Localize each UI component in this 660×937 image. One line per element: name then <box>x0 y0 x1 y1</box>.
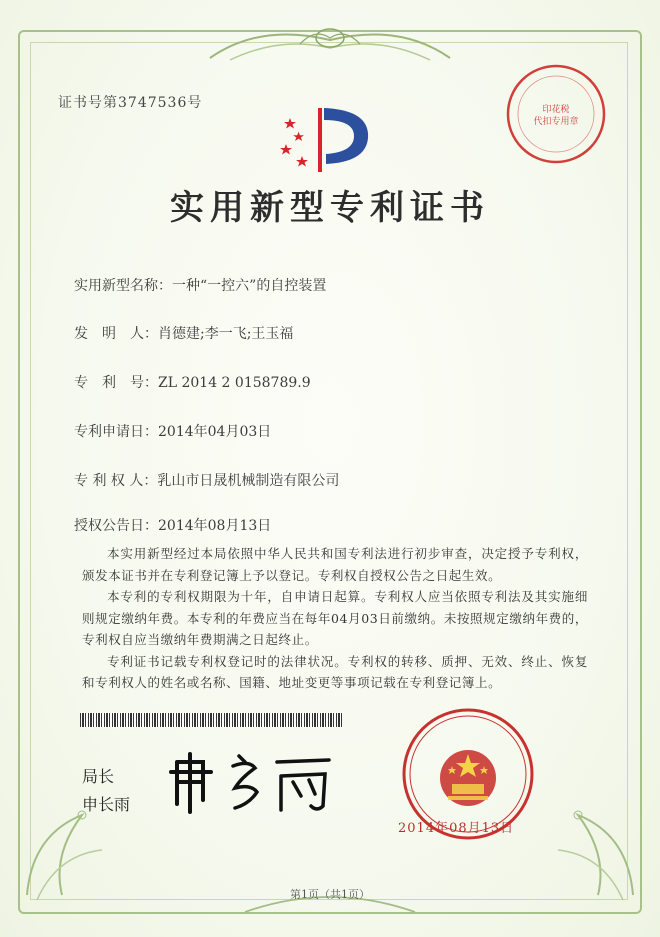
field-value: 2014年04月03日 <box>158 424 272 440</box>
field-label: 发 明 人： <box>74 326 158 342</box>
certificate-title: 实用新型专利证书 <box>170 188 490 228</box>
field-application-date <box>74 421 271 441</box>
svg-text:代扣专用章: 代扣专用章 <box>533 117 579 127</box>
field-utility-model-name <box>74 275 326 295</box>
small-tax-stamp <box>504 62 608 166</box>
field-label: 授权公告日： <box>74 518 158 534</box>
certificate-number: 证书号第3747536号 <box>58 95 203 111</box>
paragraph-grant: 本实用新型经过本局依照中华人民共和国专利法进行初步审查，决定授予专利权，颁发本证书并在专利登记簿上予以登记。专利权自授权公告之日起生效。 <box>82 546 588 583</box>
cnipa-logo-icon <box>270 100 380 180</box>
field-patent-number <box>74 372 311 392</box>
paragraph-term: 本专利的专利权期限为十年，自申请日起算。专利权人应当依照专利法及其实施细则规定缴纳年费。本专利的年费应当在每年04月03日前缴纳。未按照规定缴纳年费的，专利权自应当缴纳年费期满之日起终止。 <box>82 589 588 647</box>
svg-text:印花税: 印花税 <box>542 105 570 115</box>
barcode <box>80 713 342 727</box>
field-label: 专利申请日： <box>74 424 158 440</box>
field-label: 专 利 号： <box>74 375 158 391</box>
field-label: 专 利 权 人： <box>74 473 158 489</box>
certificate-body-text <box>82 543 588 694</box>
field-value: 肖德建;李一飞;王玉福 <box>158 326 294 342</box>
field-value: ZL 2014 2 0158789.9 <box>158 375 311 391</box>
field-value: 一种“一控六”的自控装置 <box>172 278 327 294</box>
field-value: 乳山市日晟机械制造有限公司 <box>157 473 340 489</box>
field-value: 2014年08月13日 <box>158 518 272 534</box>
director-title: 局长 <box>82 767 115 786</box>
top-ornament <box>200 18 460 68</box>
field-label: 实用新型名称： <box>74 278 172 294</box>
field-patentee <box>74 470 339 490</box>
field-inventors <box>74 323 293 343</box>
director-name: 申长雨 <box>82 795 131 814</box>
field-grant-date <box>74 515 271 535</box>
paragraph-legal-status: 专利证书记载专利权登记时的法律状况。专利权的转移、质押、无效、终止、恢复和专利权人的姓名或名称、国籍、地址变更等事项记载在专利登记簿上。 <box>82 653 588 690</box>
seal-date: 2014年08月13日 <box>398 821 515 836</box>
director-signature <box>165 748 340 818</box>
page-number: 第1页（共1页） <box>290 888 370 901</box>
